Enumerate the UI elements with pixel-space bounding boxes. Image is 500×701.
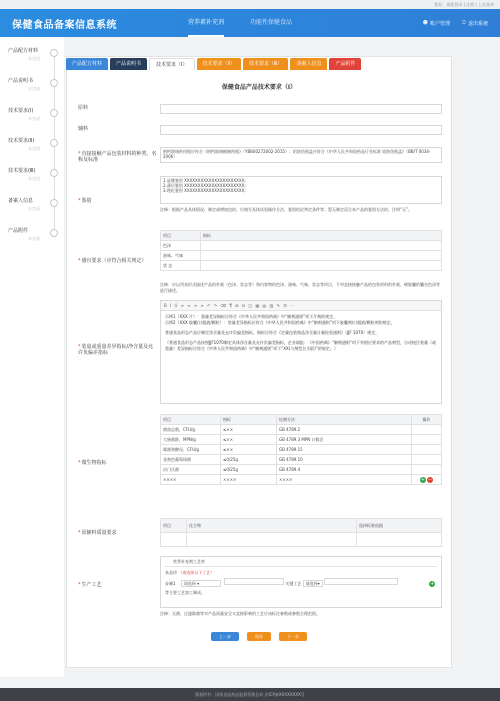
sidebar-item-status: 未完成 (28, 206, 40, 211)
tab-tech1[interactable]: 技术要求（Ⅰ） (149, 58, 194, 70)
editor-body[interactable] (161, 311, 441, 355)
micro-limit[interactable]: ≤×× (221, 425, 277, 435)
form-tabs (66, 58, 361, 70)
sensory-header: 指标 (201, 231, 442, 241)
sidebar-item-label: 产品说明书 (8, 78, 34, 84)
sidebar-item-label: 技术要求(Ⅲ) (8, 168, 36, 174)
identification-line: 3.理化鉴别 XXXXXXXXXXXXXXXXXXXXXX; (163, 188, 246, 193)
top-strip (0, 0, 500, 9)
micro-limit[interactable]: ×××× (221, 475, 277, 485)
micro-header: 项目 (161, 415, 221, 425)
craft-product-text: 本品经 (165, 570, 177, 575)
craft-step-select-value: 请选择 (183, 581, 196, 586)
sidebar-item-registrant[interactable] (0, 195, 64, 225)
aux-input[interactable] (160, 125, 442, 135)
quality-table (160, 518, 442, 547)
micro-ops (412, 435, 442, 445)
add-step-icon[interactable]: + (430, 581, 435, 587)
table-row (161, 251, 442, 261)
table-row (161, 261, 442, 271)
micro-item: 金黄色葡萄球菌 (161, 455, 221, 465)
app-logo: 保健食品备案信息系统 (12, 19, 117, 31)
sensory-value-cell[interactable] (201, 251, 442, 261)
sensory-value-cell[interactable] (201, 261, 442, 271)
table-row (161, 455, 442, 465)
account-link[interactable] (423, 20, 450, 27)
craft-tail: 等主要工艺加工制成。 (165, 590, 205, 595)
sidebar-item-status: 未完成 (28, 116, 40, 121)
editor-line: 普通食品形态产品应制定净含量及允许负偏差指标，指标应符合《定量包装商品净含量计量检验通则》（JJF 1070）规定。 (165, 330, 380, 335)
nav-functional[interactable]: 功能性保健食品 (250, 19, 293, 26)
micro-method[interactable]: ×××× (277, 475, 412, 485)
sidebar-item-tech1[interactable] (0, 105, 64, 135)
tab-attachments[interactable]: 产品附件 (329, 58, 361, 70)
micro-limit[interactable]: ≤0/25g (221, 465, 277, 475)
table-row (161, 445, 442, 455)
sensory-label: *感官要求（应符合相关规定） (78, 258, 147, 264)
net-label-text: 装量或重量差异指标/净含量及允许负偏差指标 (78, 344, 154, 356)
header (0, 9, 500, 37)
identification-label: *鉴别 (78, 198, 92, 204)
user-icon: ☻ (422, 20, 428, 26)
micro-ops (412, 445, 442, 455)
quality-header: 项目 (161, 519, 187, 533)
step-circle-icon (50, 199, 58, 207)
sensory-item: 状 态 (161, 261, 201, 271)
table-row (161, 435, 442, 445)
tab-registrant[interactable]: 备案人信息 (290, 58, 327, 70)
sidebar-item-status: 未完成 (28, 176, 40, 181)
micro-limit[interactable]: ≤×× (221, 445, 277, 455)
sidebar-item-manual[interactable] (0, 75, 64, 105)
step-circle-icon (50, 49, 58, 57)
step-circle-icon (50, 139, 58, 147)
micro-method[interactable]: GB 4789.2 (277, 425, 412, 435)
header-actions (423, 20, 488, 27)
micro-item: 大肠菌群，MPN/g (161, 435, 221, 445)
identification-input[interactable] (160, 176, 442, 204)
logout-link[interactable] (462, 20, 488, 27)
sidebar-item-label: 备案人信息 (8, 198, 34, 204)
quality-cell[interactable] (187, 533, 357, 547)
step-circle-icon (50, 109, 58, 117)
logout-label: 退出系统 (467, 20, 488, 27)
footer: 版权所有：国家食品药品监督管理总局 京ICP备XXXXXXXX号 (0, 688, 500, 701)
net-label: *装量或重量差异指标/净含量及允许负偏差指标 (78, 344, 154, 356)
sidebar-item-tech2[interactable] (0, 135, 64, 165)
quality-header: 化合物 (187, 519, 357, 533)
prev-button[interactable]: 上一步 (211, 632, 239, 641)
step-circle-icon (50, 169, 58, 177)
tab-tech3[interactable]: 技术要求（Ⅲ） (243, 58, 288, 70)
step-circle-icon (50, 79, 58, 87)
micro-ops (412, 455, 442, 465)
packaging-input[interactable]: 钠钙玻璃药用瓶应符合《钠钙玻璃模制药瓶》（YBB00272002-2015）；铝防伪瓶盖应符合《中华人民共和国药品行业标准 铝防伪瓶盖》（BB/T 0034-2006） (160, 147, 442, 163)
sidebar-item-status: 未完成 (28, 236, 40, 241)
table-row (161, 533, 442, 547)
micro-item: 菌落总数，CFU/g (161, 425, 221, 435)
net-editor[interactable] (160, 300, 442, 404)
sensory-value-cell[interactable] (201, 241, 442, 251)
craft-hint: （请选择以下工艺） (178, 570, 215, 575)
account-label: 账户管理 (430, 20, 451, 27)
sensory-header: 项目 (161, 231, 201, 241)
micro-ops (412, 425, 442, 435)
editor-line: 示例2（XXX 胶囊/口服液/颗粒）：装量差异指标应符合《中华人民共和国药典》中“制剂通则”项下胶囊剂/口服液/颗粒剂的规定。 (165, 320, 395, 325)
sensory-item: 滋味、气味 (161, 251, 201, 261)
table-row (161, 241, 442, 251)
craft-step-select[interactable] (181, 580, 221, 587)
sensory-note: 注释：应以列表形式描述产品的外观（色泽、状态等）和内容物的色泽、滋味、气味、状态等项目，不对直接接触产品的包装材料的外观、硬胶囊的囊壳色泽等进行描述。 (160, 282, 440, 293)
quality-header: 选择标准依据 (357, 519, 442, 533)
sensory-label-text: 感官要求（应符合相关规定） (81, 258, 147, 264)
remove-row-icon[interactable]: − (428, 476, 433, 483)
topbar-text: 您好，请您登录 | 注册 | 上次登录 (434, 2, 494, 7)
craft-box (160, 556, 442, 608)
sidebar-item-label: 产品配方材料 (8, 48, 39, 54)
micro-ops (412, 465, 442, 475)
nav-nutrient[interactable]: 营养素补充剂 (188, 9, 224, 37)
sidebar-item-label: 产品附件 (8, 228, 29, 234)
identification-note: 注释：根据产品具体情况，制定或增加包的，应填写具体试验操作方法，鉴别结论判定条件等；暂无制定适合本产品的鉴别方法的，注明“无”。 (160, 207, 413, 212)
table-row (161, 475, 442, 485)
step-circle-icon (50, 229, 58, 237)
sensory-item: 色泽 (161, 241, 201, 251)
identification-label-text: 鉴别 (81, 198, 92, 204)
craft-key-input[interactable] (324, 578, 398, 585)
craft-key-select[interactable] (303, 580, 323, 587)
micro-table (160, 414, 442, 485)
micro-limit[interactable]: ≤×× (221, 435, 277, 445)
packaging-label: *直接接触产品包装材料的种类、名称及标准 (78, 151, 157, 163)
craft-box-title: 营养补充剂工艺库 (165, 559, 437, 567)
micro-ops (412, 475, 442, 485)
craft-key-select-value: 请选择 (305, 581, 318, 586)
identification-line: 1.显微鉴别 XXXXXXXXXXXXXXXXXXXXXX; (163, 178, 246, 183)
sidebar (0, 37, 64, 677)
sidebar-item-label: 技术要求(Ⅱ) (8, 138, 35, 144)
micro-limit[interactable]: ≤0/25g (221, 455, 277, 465)
micro-item: 霉菌和酵母，CFU/g (161, 445, 221, 455)
quality-label-text: 原辅料质量要求 (81, 530, 117, 536)
micro-label: *微生物指标 (78, 460, 107, 466)
craft-key-label: 关键工艺 (285, 581, 302, 586)
micro-item[interactable]: ×××× (161, 475, 221, 485)
packaging-label-text: 直接接触产品包装材料的种类、名称及标准 (78, 151, 157, 163)
tab-manual[interactable]: 产品说明书 (110, 58, 147, 70)
sidebar-item-attachments[interactable] (0, 225, 64, 255)
form-title: 保健食品产品技术要求（Ⅰ） (221, 84, 297, 91)
tab-formula[interactable]: 产品配方材料 (66, 58, 108, 70)
editor-line: 示例1（XXX 片）：重量差异指标应符合《中华人民共和国药典》中“制剂通则”项下片剂的规定。 (165, 314, 338, 319)
quality-label: *原辅料质量要求 (78, 530, 117, 536)
raw-input[interactable] (160, 104, 442, 114)
micro-header: 操作 (412, 415, 442, 425)
editor-line: （普通食品形态产品按照JJF1070制定具体净含量及允许负偏差指标，企业填报：《中国药典》“制剂通则”项下有相应要求的产品剂型，自动校注装量（或重量）差异指标应符合《中华人民共和国药典》中“制剂通则”项下“XX(与剂型名关联)”的规定。） (165, 340, 436, 351)
micro-header: 检测方法 (277, 415, 412, 425)
sidebar-item-tech3[interactable] (0, 165, 64, 195)
sidebar-item-label: 技术要求(Ⅰ) (8, 108, 34, 114)
raw-label: 原料 (78, 105, 89, 111)
identification-line: 2.薄层鉴别 XXXXXXXXXXXXXXXXXXXXXX; (163, 183, 246, 188)
sidebar-item-status: 未完成 (28, 86, 40, 91)
editor-toolbar[interactable]: B I U ≡ ≡ ≡ ≡ ↶ ↷ ⌫ ¶ ⊞ ⊟ ◫ ▦ ▤ ▥ ✎ ☰ ⋯ (161, 301, 441, 311)
save-button[interactable]: 保存 (247, 632, 271, 641)
main-nav (188, 9, 292, 37)
tab-tech2[interactable]: 技术要求（Ⅱ） (197, 58, 241, 70)
aux-label: 辅料 (78, 126, 89, 132)
next-button[interactable]: 下一步 (279, 632, 307, 641)
micro-method[interactable]: GB 4789.10 (277, 455, 412, 465)
craft-label: *生产工艺 (78, 582, 102, 588)
micro-label-text: 微生物指标 (81, 460, 107, 466)
add-row-icon[interactable]: + (420, 476, 425, 483)
chevron-down-icon: ▾ (317, 581, 320, 586)
form-actions (66, 632, 452, 641)
craft-note: 注释：无菌、过滤除菌等对产品质量安全又直接影响的工艺应该标注参数或参数合理范围。 (160, 611, 320, 616)
table-row (161, 425, 442, 435)
micro-method[interactable]: GB 4789.15 (277, 445, 412, 455)
micro-method[interactable]: GB 4789.4 (277, 465, 412, 475)
craft-step-label: 步骤1 (165, 581, 176, 586)
craft-label-text: 生产工艺 (81, 582, 102, 588)
chevron-down-icon: ▾ (197, 581, 200, 586)
table-row (161, 465, 442, 475)
quality-cell[interactable] (161, 533, 187, 547)
micro-item: 沙门氏菌 (161, 465, 221, 475)
sensory-table (160, 230, 442, 271)
quality-cell[interactable] (357, 533, 442, 547)
sidebar-item-status: 未完成 (28, 146, 40, 151)
micro-header: 指标 (221, 415, 277, 425)
logout-icon: ⎋ (462, 20, 466, 26)
sidebar-item-status: 未完成 (28, 56, 40, 61)
sidebar-item-formula[interactable] (0, 45, 64, 75)
craft-step-input[interactable] (224, 578, 284, 585)
micro-method[interactable]: GB 4789.3 MPN 计数法 (277, 435, 412, 445)
